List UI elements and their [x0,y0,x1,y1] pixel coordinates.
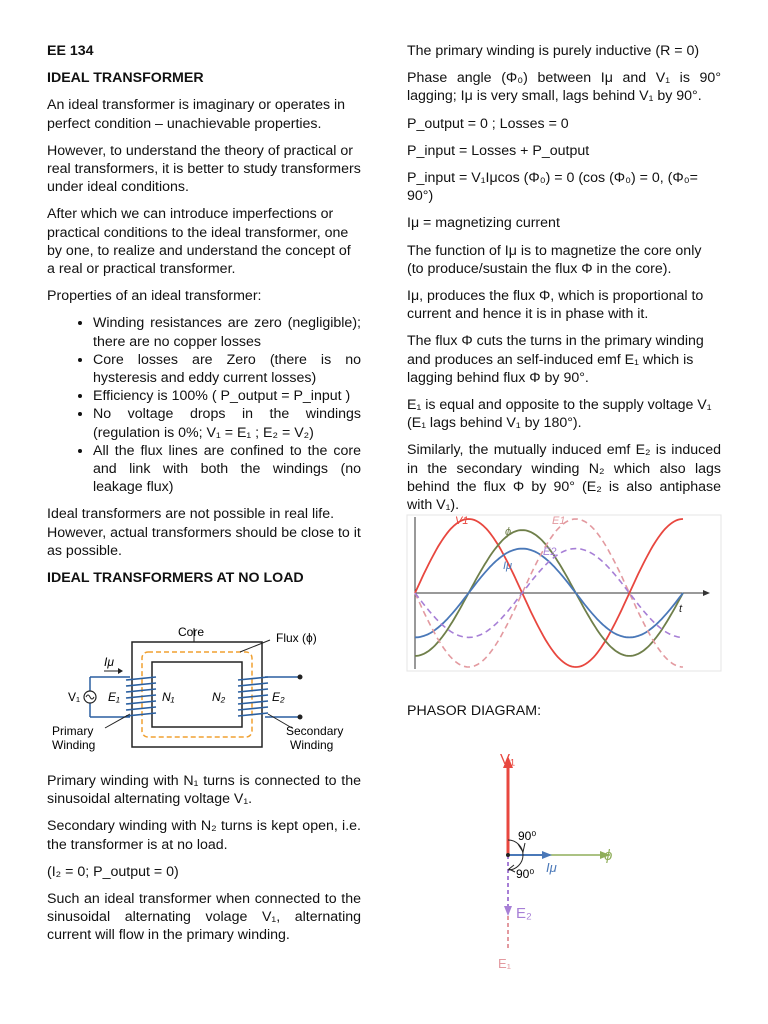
secondary-label-1: Secondary [286,724,344,738]
paragraph-phase-angle: Phase angle (Φ₀) between Iμ and V₁ is 90° lagging; Iμ is very small, lags behind V₁ by 90°. [407,70,721,105]
angle-label-top: 90⁰ [518,829,537,843]
primary-label-1: Primary [52,724,94,738]
wave-label-e2: E2 [543,546,557,558]
flux-label: Flux (ϕ) [276,631,317,645]
wave-label-e1: E1 [552,515,566,527]
left-column [47,42,361,596]
phasor-v1-label: V₁ [500,751,516,768]
paragraph-alternating-current: Such an ideal transformer when connected to the sinusoidal alternating volage V₁, alternating current will flow in the primary winding. [47,891,361,944]
phasor-phi-label: ϕ [604,847,613,864]
paragraph-properties: Properties of an ideal transformer: [47,288,262,305]
secondary-terminal-top [298,675,303,680]
wave-label-t: t [679,603,683,615]
paragraph-theory: However, to understand the theory of practical or real transformers, it is better to study transformers under ideal conditions. [47,142,361,196]
list-item: • All the flux lines are confined to the core and link with both the windings (no leakage flux) [93,442,361,497]
wave-label-phi: ϕ [505,526,512,538]
primary-pointer [105,714,130,728]
section-heading: IDEAL TRANSFORMERS AT NO LOAD [47,570,304,587]
wave-label-v1: V1 [455,515,469,527]
equation-input-power-cos: P_input = V₁Iμcos (Φ₀) = 0 (cos (Φ₀) = 0, (Φ₀= 90°) [407,170,698,205]
paragraph-intro: An ideal transformer is imaginary or operates in perfect condition – unachievable properties. [47,97,346,132]
current-arrow-head [118,668,123,674]
n1-label: N₁ [162,690,175,704]
paragraph-secondary-winding: Secondary winding with N₂ turns is kept open, i.e. the transformer is at no load. [47,818,361,853]
n2-label: N₂ [212,690,226,704]
paragraph-mutual-emf: Similarly, the mutually induced emf E₂ is induced in the secondary winding N₂ which also lags behind the flux Φ by 90° (E₂ is also antiphase with V₁). [407,442,721,514]
paragraph-self-induced-emf: The flux Φ cuts the turns in the primary winding and produces an self-induced emf E₁ which is lagging behind flux Φ by 90°. [407,333,704,386]
phasor-imu-head [542,851,552,859]
phasor-diagram [490,740,630,975]
paragraph-imperfections: After which we can introduce imperfections or practical conditions to the ideal transformer, one by one, to realize and understand the concept of a real or practical transformer. [47,206,351,278]
list-item: • Core losses are Zero (there is no hysteresis and eddy current losses) [93,351,361,387]
v1-label: V₁ [68,690,81,704]
properties-list [47,314,361,496]
page-title: IDEAL TRANSFORMER [47,70,204,87]
phasor-imu-label: Iμ [546,860,557,875]
list-item: • Winding resistances are zero (negligible); there are no copper losses [93,314,361,350]
paragraph-no-load-values: (I₂ = 0; P_output = 0) [47,863,179,880]
phasor-e1-label: E₁ [498,956,512,971]
phasor-title-wrap [407,702,721,729]
angle-label-bottom: 90⁰ [516,867,535,881]
waveform-chart [407,515,721,671]
current-label: Iμ [104,655,114,669]
core-label: Core [178,625,205,639]
left-column-bottom [47,772,361,954]
right-column [407,42,721,523]
e2-label: E₂ [272,690,285,704]
phasor-title: PHASOR DIAGRAM: [407,703,542,719]
phasor-e2-label: E₂ [516,905,532,922]
definition-magnetizing-current: Iμ = magnetizing current [407,215,560,232]
list-item: • No voltage drops in the windings (regulation is 0%; V₁ = E₁ ; E₂ = V₂) [93,405,361,441]
paragraph-e1-opposite: E₁ is equal and opposite to the supply voltage V₁ (E₁ lags behind V₁ by 180°). [407,397,712,432]
transformer-diagram [52,622,360,760]
primary-label-2: Winding [52,738,96,752]
paragraph-flux-production: Iμ, produces the flux Φ, which is proportional to current and hence it is in phase with it. [407,288,704,323]
paragraph-function-of-current: The function of Iμ is to magnetize the core only (to produce/sustain the flux Φ in the core). [407,242,702,277]
paragraph-real-life: Ideal transformers are not possible in real life. However, actual transformers should be close to it as possible. [47,506,361,559]
paragraph-primary-winding: Primary winding with N₁ turns is connected to the sinusoidal alternating voltage V₁. [47,773,361,808]
wave-label-imu: Iμ [503,560,513,572]
phasor-origin [506,853,510,857]
flux-path [142,652,252,737]
equation-output-losses: P_output = 0 ; Losses = 0 [407,115,569,132]
secondary-label-2: Winding [290,738,334,752]
paragraph-purely-inductive: The primary winding is purely inductive (R = 0) [407,43,700,59]
e1-label: E₁ [108,690,120,704]
phasor-e2-head [504,906,512,916]
course-code: EE 134 [47,43,94,59]
equation-input-power: P_input = Losses + P_output [407,142,590,159]
list-item: • Efficiency is 100% ( P_output = P_input ) [93,387,361,405]
secondary-terminal-bottom [298,715,303,720]
